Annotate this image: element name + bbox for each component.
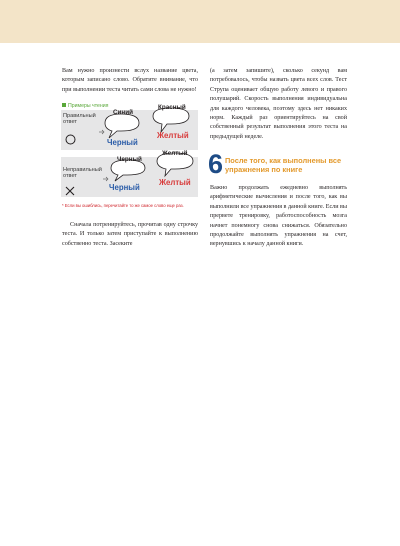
examples-label: Примеры чтения	[62, 103, 109, 109]
right-body-paragraph: Важно продолжать ежедневно выполнять арифметические вычисления и после того, как вы выполнили все упражнения в данной книге. Если вы прервете тренировку, работоспособность мозга начнет понемногу снова снижаться. Обязательно продолжайте выполнять упражнения на счет, вернувшись к началу данной книги.	[210, 185, 347, 248]
left-intro-paragraph: Вам нужно произнести вслух название цвета, которым записано слово. Обратите внимание, что при выполнении теста читать сами слова не нужно!	[62, 68, 198, 93]
colored-word-2: Желтый	[159, 178, 191, 187]
section-number: 6	[208, 149, 224, 179]
page-header-band	[0, 0, 400, 43]
colored-word-1: Черный	[107, 138, 138, 147]
right-top-paragraph: (а затем запишите), сколько секунд вам потребовалось, чтобы назвать цвета всех слов. Тест Струпа оценивает общую работу левого и правого полушарий. Скорость выполнения индивидуальна для каждого человека, поэтому здесь нет никаких норм. Каждый раз ориентируйтесь на свой собственный результат выполнения этого теста на предыдущей неделе.	[210, 68, 347, 140]
colored-word-2: Желтый	[157, 131, 189, 140]
left-bottom-paragraph: Сначала потренируйтесь, прочитав одну строчку теста. И только затем приступайте к выполнению собственно теста. Засеките	[62, 222, 198, 247]
answer-word-1: Синий	[113, 109, 133, 116]
correct-answer-label: Правильный ответ	[63, 113, 96, 126]
answer-word-2: Желтый	[162, 150, 188, 157]
answer-word-1: Черный	[117, 156, 142, 163]
wrong-answer-label: Неправильный ответ	[63, 167, 102, 180]
wrong-example-panel	[61, 150, 198, 197]
section-heading: После того, как выполнены все упражнения по книге	[225, 156, 342, 174]
error-footnote: * Если вы ошиблись, перечитайте то же самое слово еще раз.	[62, 203, 184, 208]
colored-word-1: Черный	[109, 183, 140, 192]
answer-word-2: Красный	[158, 104, 186, 111]
